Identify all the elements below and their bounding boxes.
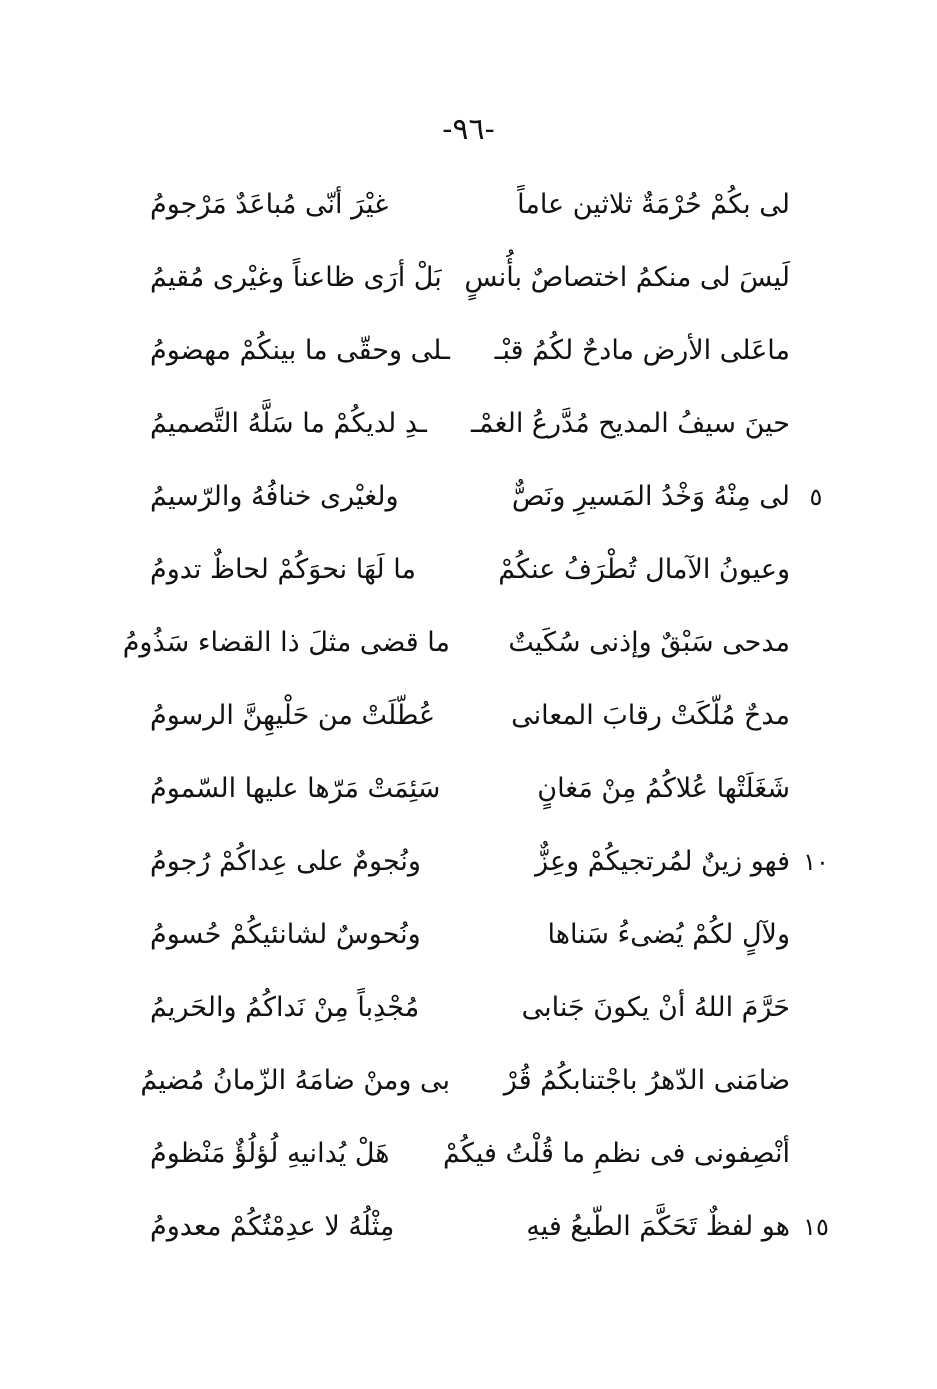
- second-hemistich: ونُجومٌ على عِداكُمْ رُجومُ: [150, 846, 421, 877]
- second-hemistich: ـلى وحقّى ما بينكُمْ مهضومُ: [150, 335, 450, 366]
- second-hemistich: ونُحوسٌ لشانئيكُمْ حُسومُ: [150, 919, 421, 950]
- second-hemistich: سَئِمَتْ مَرّها عليها السّمومُ: [150, 773, 441, 804]
- verse: [150, 752, 790, 825]
- second-hemistich: عُطّلَتْ من حَلْيهِنَّ الرسومُ: [150, 700, 436, 731]
- verse: [150, 971, 790, 1044]
- page-number: -٩٦-: [442, 112, 495, 147]
- poem: [122, 168, 829, 1263]
- second-hemistich: ما لَهَا نحوَكُمْ لحاظٌ تدومُ: [150, 554, 416, 585]
- second-hemistich: ولغيْرى خنافُهُ والرّسيمُ: [150, 481, 399, 512]
- first-hemistich: لى مِنْهُ وَخْدُ المَسيرِ ونَصٌّ: [511, 481, 790, 512]
- first-hemistich: فهو زينٌ لمُرتجيكُمْ وعِزٌّ: [535, 846, 790, 877]
- first-hemistich: ضامَنى الدّهرُ باجْتنابكُمُ قُرْ: [503, 1065, 790, 1096]
- verse: [150, 1190, 829, 1263]
- second-hemistich: مُجْدِباً مِنْ نَداكُمُ والحَريمُ: [150, 992, 420, 1023]
- verse: [150, 533, 790, 606]
- first-hemistich: مدحى سَبْقٌ وإذنى سُكَيتٌ: [508, 627, 790, 658]
- verse: [150, 1117, 790, 1190]
- verse-number: ١٠: [803, 847, 829, 876]
- verse: [150, 679, 790, 752]
- first-hemistich: شَغَلَتْها عُلاكُمُ مِنْ مَغانٍ: [537, 773, 790, 804]
- second-hemistich: بَلْ أرَى ظاعناً وغيْرى مُقيمُ: [150, 262, 442, 293]
- verse: [150, 241, 790, 314]
- second-hemistich: ـدِ لديكُمْ ما سَلَّهُ التَّصميمُ: [150, 408, 427, 439]
- verse: [150, 460, 823, 533]
- first-hemistich: وعيونُ الآمال تُطْرَفُ عنكُمْ: [498, 554, 790, 585]
- verse-number: ١٥: [803, 1212, 829, 1241]
- first-hemistich: هو لفظٌ تَحَكَّمَ الطّبعُ فيهِ: [526, 1211, 790, 1242]
- verse: [140, 1044, 790, 1117]
- verse: [150, 168, 790, 241]
- second-hemistich: بى ومنْ ضامَهُ الزّمانُ مُضيمُ: [140, 1065, 450, 1096]
- first-hemistich: ولآلٍ لكُمْ يُضىءُ سَناها: [547, 919, 790, 950]
- verse: [150, 825, 829, 898]
- verse: [150, 898, 790, 971]
- verse-number: ٥: [809, 482, 823, 511]
- first-hemistich: لى بكُمْ حُرْمَةٌ ثلاثين عاماً: [517, 189, 790, 220]
- first-hemistich: حَرَّمَ اللهُ أنْ يكونَ جَنابى: [521, 992, 790, 1023]
- verse: [150, 387, 790, 460]
- first-hemistich: حينَ سيفُ المديح مُدَّرعُ الغمْـ: [471, 408, 790, 439]
- verse: [150, 314, 790, 387]
- first-hemistich: لَيسَ لى منكمُ اختصاصٌ بأُنسٍ: [464, 262, 790, 293]
- first-hemistich: أنْصِفونى فى نظمِ ما قُلْتُ فيكُمْ: [443, 1138, 790, 1169]
- second-hemistich: غيْرَ أنّى مُباعَدٌ مَرْجومُ: [150, 189, 389, 220]
- second-hemistich: مِثْلُهُ لا عدِمْتُكُمْ معدومُ: [150, 1211, 395, 1242]
- first-hemistich: مدحٌ مُلّكَتْ رقابَ المعانى: [511, 700, 790, 731]
- second-hemistich: هَلْ يُدانيهِ لُؤلُؤٌ مَنْظومُ: [150, 1138, 390, 1169]
- verse: [122, 606, 790, 679]
- second-hemistich: ما قضى مثلَ ذا القضاء سَذُومُ: [122, 627, 450, 658]
- first-hemistich: ماعَلى الأرض مادحٌ لكُمُ قبْـ: [494, 335, 790, 366]
